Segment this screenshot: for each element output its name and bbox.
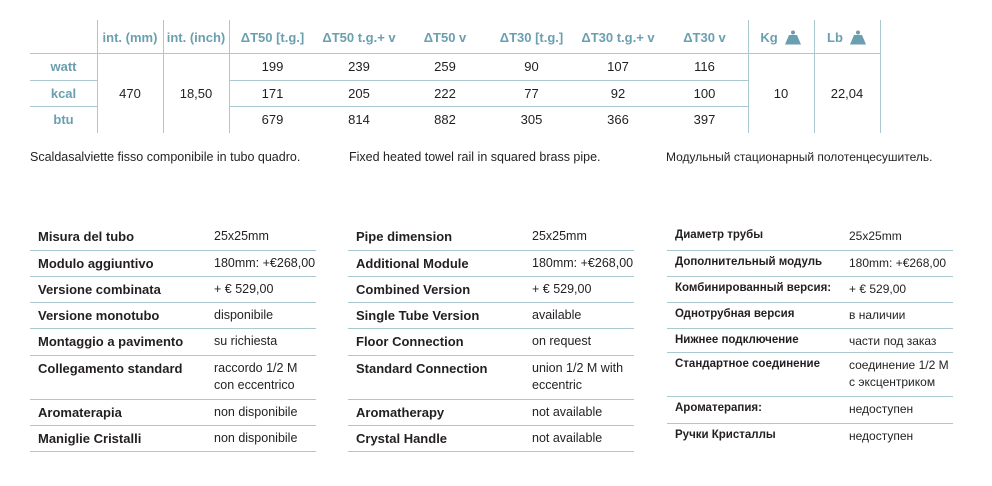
spec-row <box>348 224 634 251</box>
table-cell: 100 <box>693 86 716 101</box>
spec-value: non disponibile <box>214 405 298 419</box>
header-kg-label: Kg <box>760 30 778 45</box>
spec-row <box>30 426 316 452</box>
spec-label: Комбинированный версия: <box>675 282 832 294</box>
table-cell: 199 <box>261 59 284 74</box>
spec-label: Стандартное соединение <box>675 358 820 370</box>
header-int-mm: int. (mm) <box>102 30 158 45</box>
spec-value: 25x25mm <box>214 229 269 243</box>
spec-row <box>30 303 316 329</box>
row-label-btu: btu <box>53 112 74 127</box>
spec-row <box>30 277 316 303</box>
spec-value: + € 529,00 <box>214 282 274 296</box>
spec-row <box>348 277 634 303</box>
weight-icon <box>849 29 867 51</box>
grid-line <box>814 20 815 133</box>
header-dt50-v: ΔT50 v <box>423 30 467 45</box>
table-cell: 116 <box>694 59 715 74</box>
spec-row <box>30 356 316 400</box>
spec-value: non disponibile <box>214 431 298 445</box>
spec-row <box>667 424 953 449</box>
spec-value: not available <box>532 405 603 419</box>
spec-value: on request <box>532 334 592 348</box>
grid-line <box>30 80 97 81</box>
header-dt50-tg: ΔT50 [t.g.] <box>240 30 305 45</box>
spec-row <box>348 303 634 329</box>
header-dt30-v: ΔT30 v <box>683 30 726 45</box>
header-dt30-tgv: ΔT30 t.g.+ v <box>581 30 655 45</box>
spec-value: 180mm: +€268,00 <box>849 256 947 270</box>
table-cell: 205 <box>348 86 370 101</box>
table-cell: 366 <box>607 112 629 127</box>
spec-label: Versione monotubo <box>38 308 160 323</box>
spec-row <box>30 251 316 277</box>
spec-value: в наличии <box>849 308 906 322</box>
lb-value: 22,04 <box>830 86 864 101</box>
spec-label: Versione combinata <box>38 282 161 297</box>
grid-line <box>97 20 98 133</box>
spec-row <box>667 397 953 424</box>
spec-row <box>30 224 316 251</box>
table-cell: 679 <box>261 112 284 127</box>
spec-row <box>348 426 634 452</box>
spec-value: недоступен <box>849 402 914 416</box>
table-cell: 222 <box>434 86 456 101</box>
spec-value: disponibile <box>214 308 274 322</box>
weight-icon <box>784 29 802 51</box>
spec-value: available <box>532 308 582 322</box>
spec-value: недоступен <box>849 429 914 443</box>
spec-label: Дополнительный модуль <box>675 256 823 268</box>
table-cell: 107 <box>607 59 629 74</box>
spec-row <box>667 224 953 251</box>
spec-value: union 1/2 M with eccentric <box>532 361 624 392</box>
table-cell: 397 <box>693 112 716 127</box>
spec-value: not available <box>532 431 603 445</box>
spec-label: Ручки Кристаллы <box>675 429 776 441</box>
header-lb <box>814 28 880 48</box>
spec-label: Additional Module <box>356 256 469 271</box>
spec-value: 180mm: +€268,00 <box>532 256 634 270</box>
table-cell: 90 <box>524 59 539 74</box>
table-cell: 171 <box>261 86 284 101</box>
spec-label: Floor Connection <box>356 334 464 349</box>
table-cell: 259 <box>434 59 456 74</box>
header-dt50-tgv: ΔT50 t.g.+ v <box>322 30 396 45</box>
spec-value: 25x25mm <box>532 229 587 243</box>
caption-english: Fixed heated towel rail in squared brass pipe. <box>349 150 601 164</box>
spec-label: Однотрубная версия <box>675 308 795 320</box>
grid-line <box>163 20 164 133</box>
row-label-watt: watt <box>50 59 77 74</box>
table-cell: 305 <box>520 112 543 127</box>
spec-value: + € 529,00 <box>532 282 592 296</box>
int-mm-value: 470 <box>119 86 141 101</box>
spec-label: Ароматерапия: <box>675 402 762 414</box>
header-int-inch: int. (inch) <box>166 30 226 45</box>
header-kg <box>748 28 814 48</box>
spec-label: Нижнее подключение <box>675 334 799 346</box>
spec-label: Collegamento standard <box>38 361 183 376</box>
grid-line <box>229 80 748 81</box>
spec-value: 25x25mm <box>849 229 902 243</box>
spec-row <box>30 329 316 356</box>
table-cell: 77 <box>524 86 539 101</box>
spec-value: 180mm: +€268,00 <box>214 256 316 270</box>
thermal-output-table <box>0 0 992 140</box>
spec-row <box>667 277 953 303</box>
spec-label: Crystal Handle <box>356 431 448 446</box>
spec-label: Combined Version <box>356 282 471 297</box>
spec-row <box>667 303 953 329</box>
spec-label: Single Tube Version <box>356 308 480 323</box>
spec-value: + € 529,00 <box>849 282 907 296</box>
spec-value: su richiesta <box>214 334 278 348</box>
spec-label: Aromatherapy <box>356 405 445 420</box>
table-cell: 239 <box>348 59 370 74</box>
spec-value: части под заказ <box>849 334 937 348</box>
spec-row <box>667 353 953 397</box>
kg-value: 10 <box>773 86 789 101</box>
spec-label: Maniglie Cristalli <box>38 431 142 446</box>
grid-line <box>880 20 881 133</box>
spec-row <box>348 329 634 356</box>
spec-label: Montaggio a pavimento <box>38 334 184 349</box>
spec-label: Standard Connection <box>356 361 488 376</box>
spec-label: Aromaterapia <box>38 405 122 420</box>
spec-label: Диаметр трубы <box>675 229 764 241</box>
caption-italian: Scaldasalviette fisso componibile in tubo quadro. <box>30 150 301 164</box>
grid-line <box>229 106 748 107</box>
spec-row <box>667 251 953 277</box>
spec-row <box>348 400 634 426</box>
table-cell: 92 <box>610 86 626 101</box>
spec-row <box>348 251 634 277</box>
row-label-kcal: kcal <box>50 86 77 101</box>
spec-value: соединение 1/2 M с эксцентриком <box>849 358 949 389</box>
int-inch-value: 18,50 <box>179 86 213 101</box>
grid-line <box>30 53 880 54</box>
header-dt30-tg: ΔT30 [t.g.] <box>499 30 564 45</box>
grid-line <box>748 20 749 133</box>
table-cell: 814 <box>348 112 370 127</box>
spec-row <box>667 329 953 353</box>
table-cell: 882 <box>434 112 456 127</box>
spec-label: Misura del tubo <box>38 229 135 244</box>
spec-label: Modulo aggiuntivo <box>38 256 154 271</box>
header-lb-label: Lb <box>827 30 843 45</box>
spec-value: raccordo 1/2 M con eccentrico <box>214 361 298 392</box>
grid-line <box>30 106 97 107</box>
spec-row <box>30 400 316 426</box>
caption-russian: Модульный стационарный полотенцесушитель. <box>666 150 933 164</box>
spec-label: Pipe dimension <box>356 229 453 244</box>
spec-row <box>348 356 634 400</box>
